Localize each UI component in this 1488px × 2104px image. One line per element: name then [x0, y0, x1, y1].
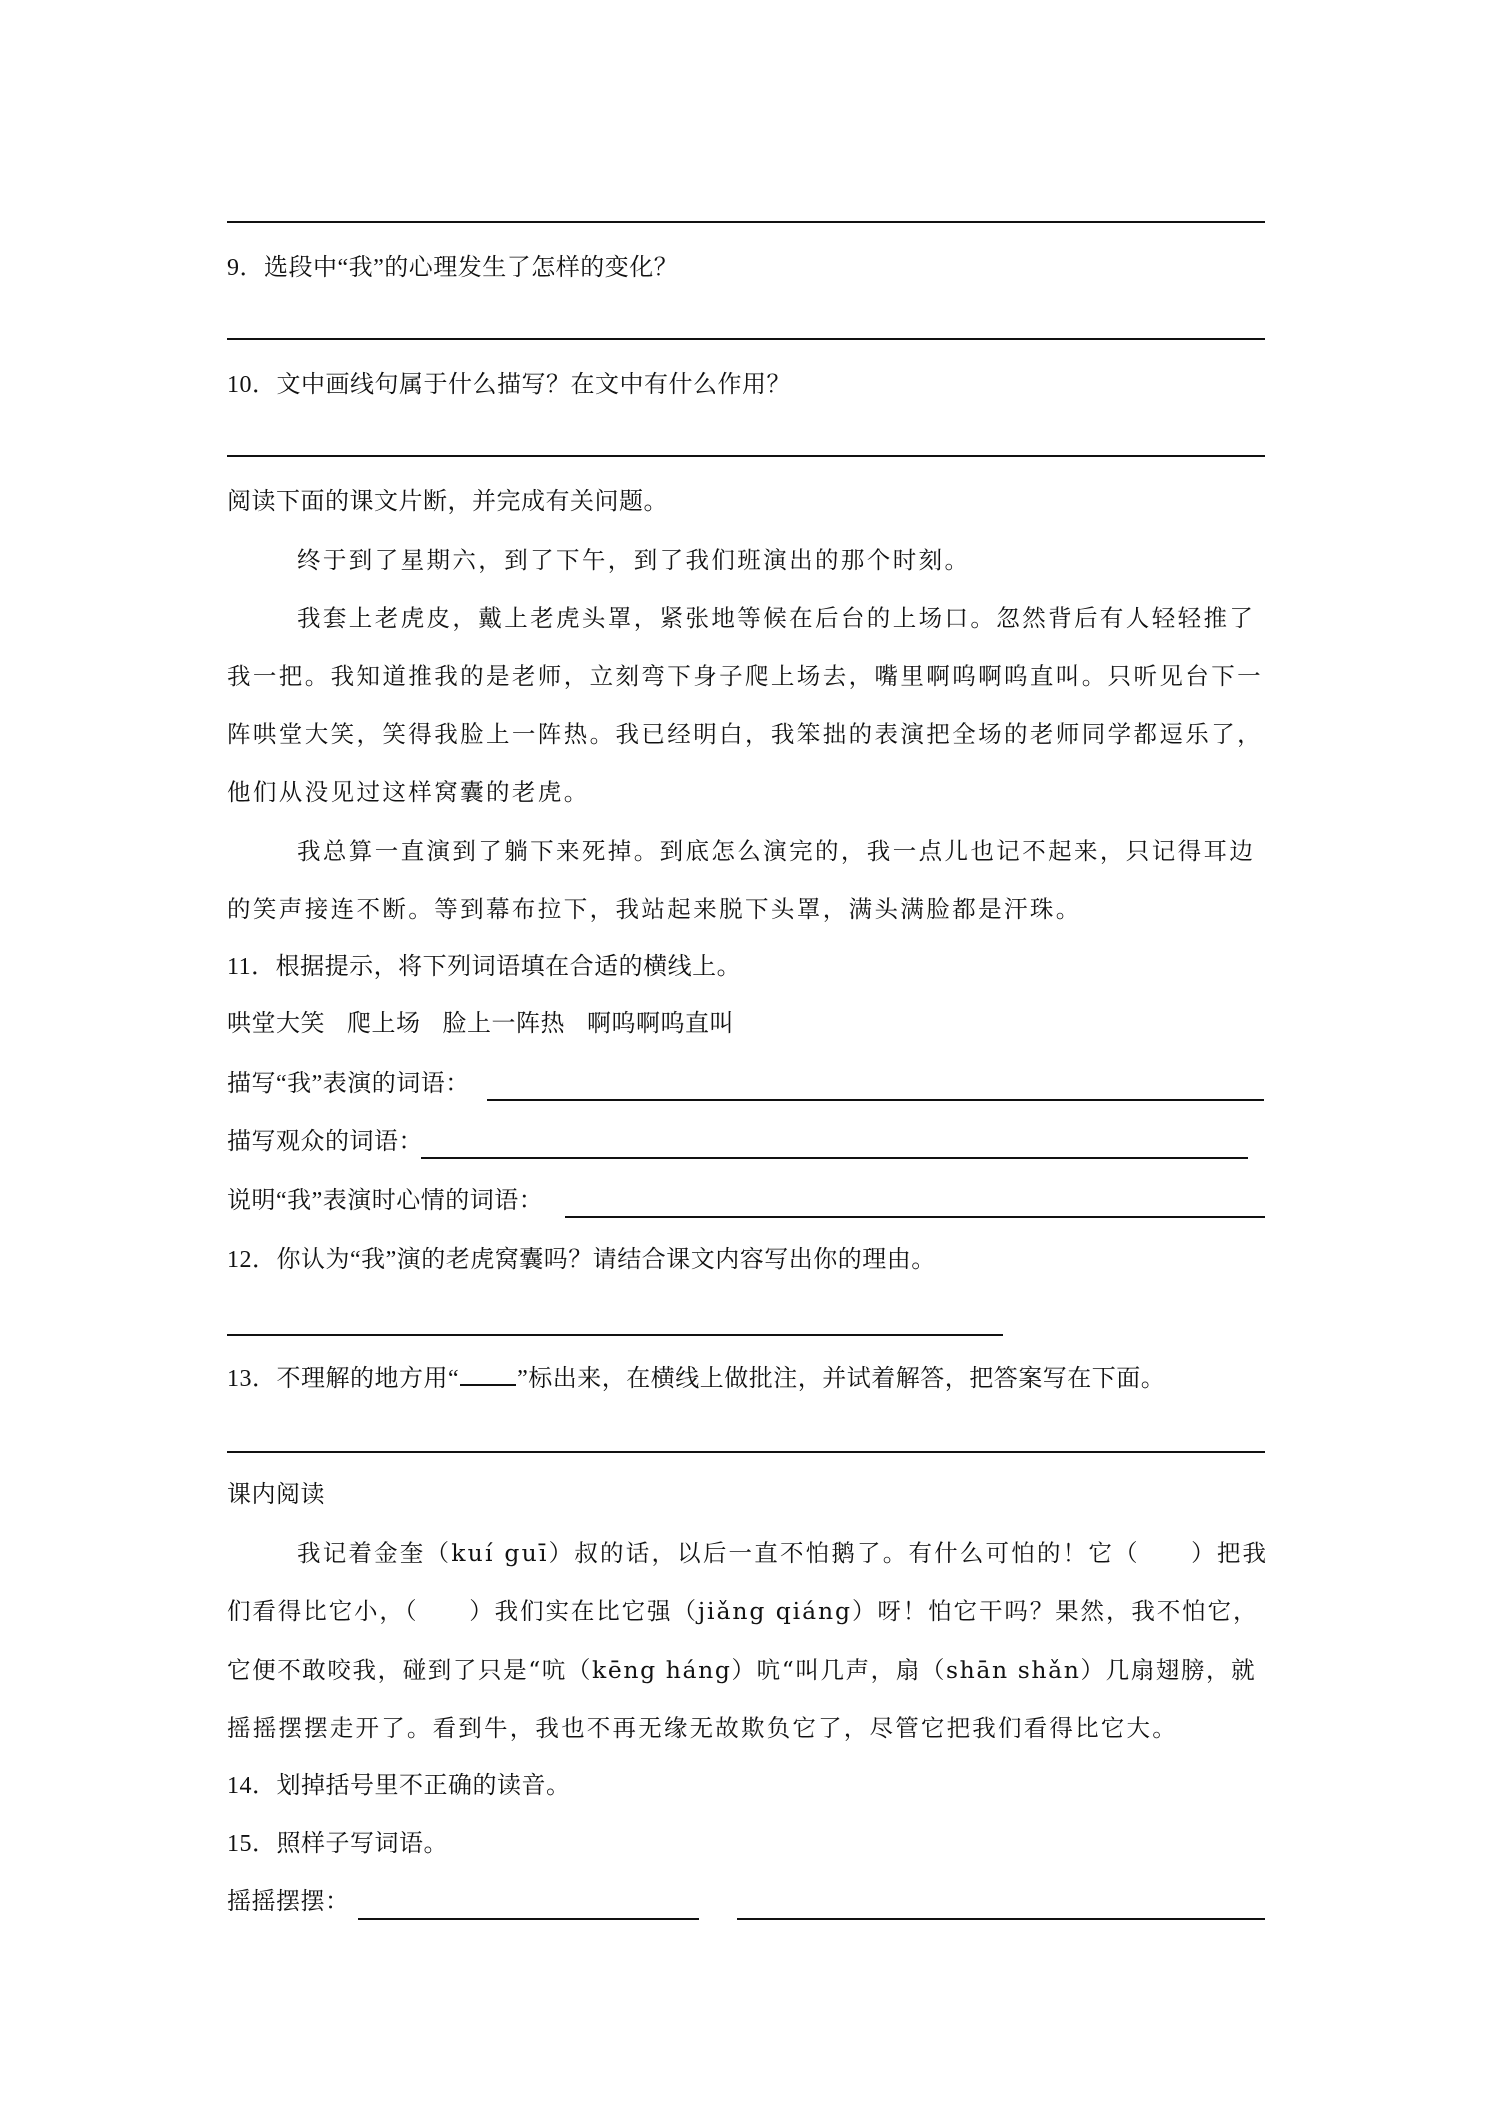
passage-line: 他们从没见过这样窝囊的老虎。 [227, 778, 590, 806]
passage-line: 我一把。我知道推我的是老师，立刻弯下身子爬上场去，嘴里啊呜啊呜直叫。只听见台下一 [227, 662, 1263, 690]
fill-label-performance: 描写“我”表演的词语： [227, 1071, 470, 1097]
word-bank-item: 爬上场 [347, 1011, 421, 1037]
word-bank-item: 脸上一阵热 [442, 1011, 565, 1037]
question-10 [227, 370, 791, 400]
question-text: 你认为“我”演的老虎窝囊吗？请结合课文内容写出你的理由。 [276, 1247, 936, 1273]
question-13 [227, 1362, 1165, 1394]
fill-line-audience[interactable] [421, 1157, 1248, 1159]
fill-label-mood: 说明“我”表演时心情的词语： [227, 1188, 544, 1214]
question-text: 照样子写词语。 [276, 1831, 448, 1857]
reading-instruction: 阅读下面的课文片断，并完成有关问题。 [227, 489, 668, 515]
section-heading: 课内阅读 [227, 1482, 325, 1508]
answer-line-q8[interactable] [227, 221, 1265, 223]
word-bank-item: 哄堂大笑 [227, 1011, 325, 1037]
word-bank-item: 啊呜啊呜直叫 [587, 1011, 734, 1037]
fill-line-performance[interactable] [487, 1099, 1264, 1101]
passage-line: 终于到了星期六，到了下午，到了我们班演出的那个时刻。 [297, 546, 971, 574]
question-9 [227, 253, 678, 283]
example-label: 摇摇摆摆： [227, 1889, 350, 1915]
question-number: 9． [227, 255, 264, 281]
passage-line: 我总算一直演到了躺下来死掉。到底怎么演完的，我一点儿也记不起来，只记得耳边 [297, 837, 1256, 865]
question-12 [227, 1245, 936, 1275]
passage-line: 阵哄堂大笑，笑得我脸上一阵热。我已经明白，我笨拙的表演把全场的老师同学都逗乐了， [227, 720, 1263, 748]
answer-line-q13[interactable] [227, 1451, 1265, 1453]
answer-line-q9[interactable] [227, 338, 1265, 340]
question-text: 文中画线句属于什么描写？在文中有什么作用？ [276, 372, 791, 398]
fill-line-mood[interactable] [565, 1216, 1265, 1218]
question-text-before: 不理解的地方用“ [276, 1366, 460, 1392]
passage-line: 摇摇摆摆走开了。看到牛，我也不再无缘无故欺负它了，尽管它把我们看得比它大。 [227, 1714, 1178, 1742]
passage-line: 们看得比它小，（ ）我们实在比它强（jiǎng qiáng）呀！怕它干吗？果然，我不怕它， [227, 1597, 1259, 1625]
answer-line-q10[interactable] [227, 455, 1265, 457]
underline-sample [460, 1362, 516, 1386]
question-number: 12． [227, 1247, 277, 1273]
word-bank [227, 1009, 734, 1039]
question-text: 选段中“我”的心理发生了怎样的变化？ [264, 255, 679, 281]
question-14 [227, 1771, 571, 1801]
answer-line-q15-1[interactable] [358, 1918, 699, 1920]
passage-line: 的笑声接连不断。等到幕布拉下，我站起来脱下头罩，满头满脸都是汗珠。 [227, 895, 1082, 923]
answer-line-q15-2[interactable] [737, 1918, 1265, 1920]
question-11 [227, 952, 741, 982]
passage-line: 我套上老虎皮，戴上老虎头罩，紧张地等候在后台的上场口。忽然背后有人轻轻推了 [297, 604, 1256, 632]
passage-line: 它便不敢咬我，碰到了只是“吭（kēng háng）吭“叫几声，扇（shān shǎn）几扇翅膀，就 [227, 1656, 1257, 1684]
question-15 [227, 1829, 448, 1859]
question-text: 划掉括号里不正确的读音。 [276, 1773, 571, 1799]
question-number: 15． [227, 1831, 277, 1857]
question-number: 10． [227, 372, 277, 398]
question-number: 11． [227, 954, 276, 980]
question-number: 14． [227, 1773, 277, 1799]
question-text: 根据提示，将下列词语填在合适的横线上。 [275, 954, 742, 980]
answer-line-q12[interactable] [227, 1334, 1003, 1336]
question-number: 13． [227, 1366, 277, 1392]
fill-label-audience: 描写观众的词语： [227, 1129, 423, 1155]
passage-line: 我记着金奎（kuí guī）叔的话，以后一直不怕鹅了。有什么可怕的！它（ ）把我 [297, 1539, 1269, 1567]
question-text-after: ”标出来，在横线上做批注，并试着解答，把答案写在下面。 [517, 1366, 1166, 1392]
